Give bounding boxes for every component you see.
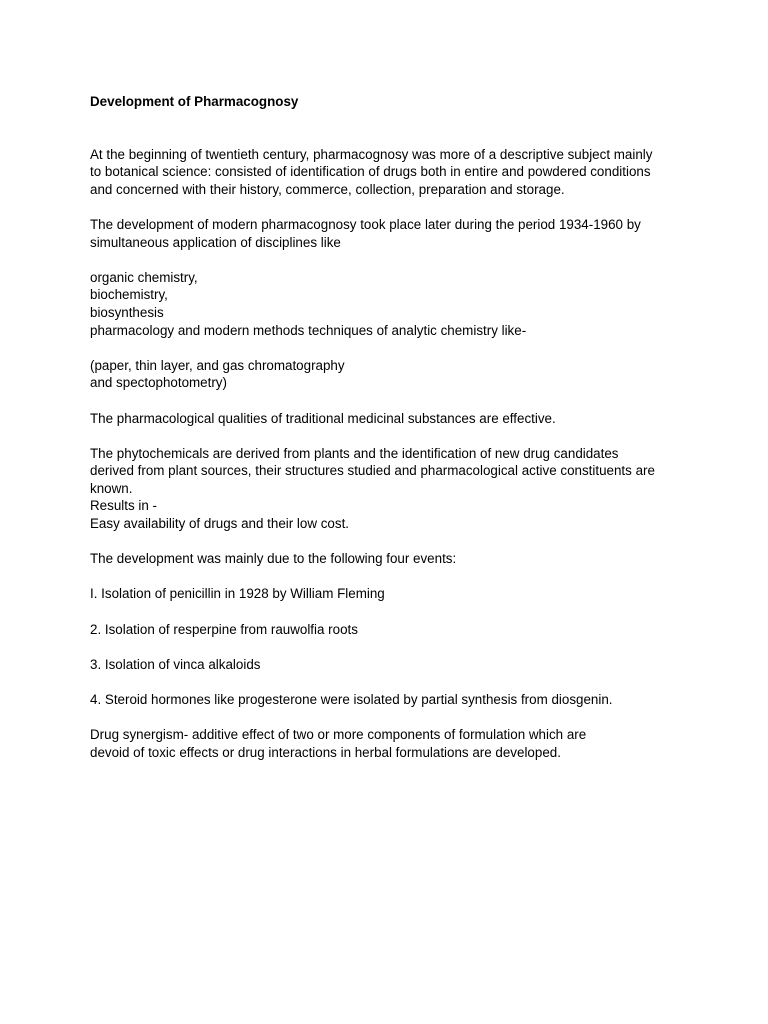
paragraph-four-events [90,550,690,568]
paragraph-drug-synergism [90,726,690,761]
text-line: The phytochemicals are derived from plants and the identification of new drug candidates [90,445,619,461]
list-item-event-3 [90,656,690,674]
document-title: Development of Pharmacognosy [90,94,299,109]
text-line: Drug synergism- additive effect of two or more components of formulation which are [90,727,587,743]
text-line: 3. Isolation of vinca alkaloids [90,656,261,672]
text-line: simultaneous application of disciplines like [90,234,341,250]
text-line: At the beginning of twentieth century, pharmacognosy was more of a descriptive subject mainly [90,146,653,162]
text-line: known. [90,480,133,496]
text-line: and concerned with their history, commerce, collection, preparation and storage. [90,181,565,197]
list-item-event-2 [90,621,690,639]
text-line: derived from plant sources, their structures studied and pharmacological active constituents are [90,463,655,479]
text-line: biosynthesis [90,304,164,320]
text-line: 2. Isolation of resperpine from rauwolfia roots [90,621,358,637]
list-item-event-4 [90,691,690,709]
paragraph-disciplines [90,269,690,339]
text-line: organic chemistry, [90,269,198,285]
text-line: The development of modern pharmacognosy took place later during the period 1934-1960 by [90,216,641,232]
document-page [90,93,690,779]
paragraph-qualities [90,410,690,428]
list-item-event-1 [90,585,690,603]
paragraph-intro [90,146,690,199]
text-line: to botanical science: consisted of identification of drugs both in entire and powdered conditions [90,164,651,180]
paragraph-modern-development [90,216,690,251]
text-line: biochemistry, [90,287,168,303]
text-line: The development was mainly due to the following four events: [90,551,457,567]
text-line: and spectophotometry) [90,375,227,391]
text-line: I. Isolation of penicillin in 1928 by William Fleming [90,586,385,602]
text-line: The pharmacological qualities of traditional medicinal substances are effective. [90,410,556,426]
text-line: devoid of toxic effects or drug interactions in herbal formulations are developed. [90,744,561,760]
paragraph-phytochemicals [90,445,690,533]
text-line: pharmacology and modern methods techniques of analytic chemistry like- [90,322,527,338]
text-line: Results in - [90,498,157,514]
paragraph-techniques [90,357,690,392]
text-line: (paper, thin layer, and gas chromatography [90,357,345,373]
text-line: 4. Steroid hormones like progesterone were isolated by partial synthesis from diosgenin. [90,692,613,707]
text-line: Easy availability of drugs and their low cost. [90,516,350,532]
